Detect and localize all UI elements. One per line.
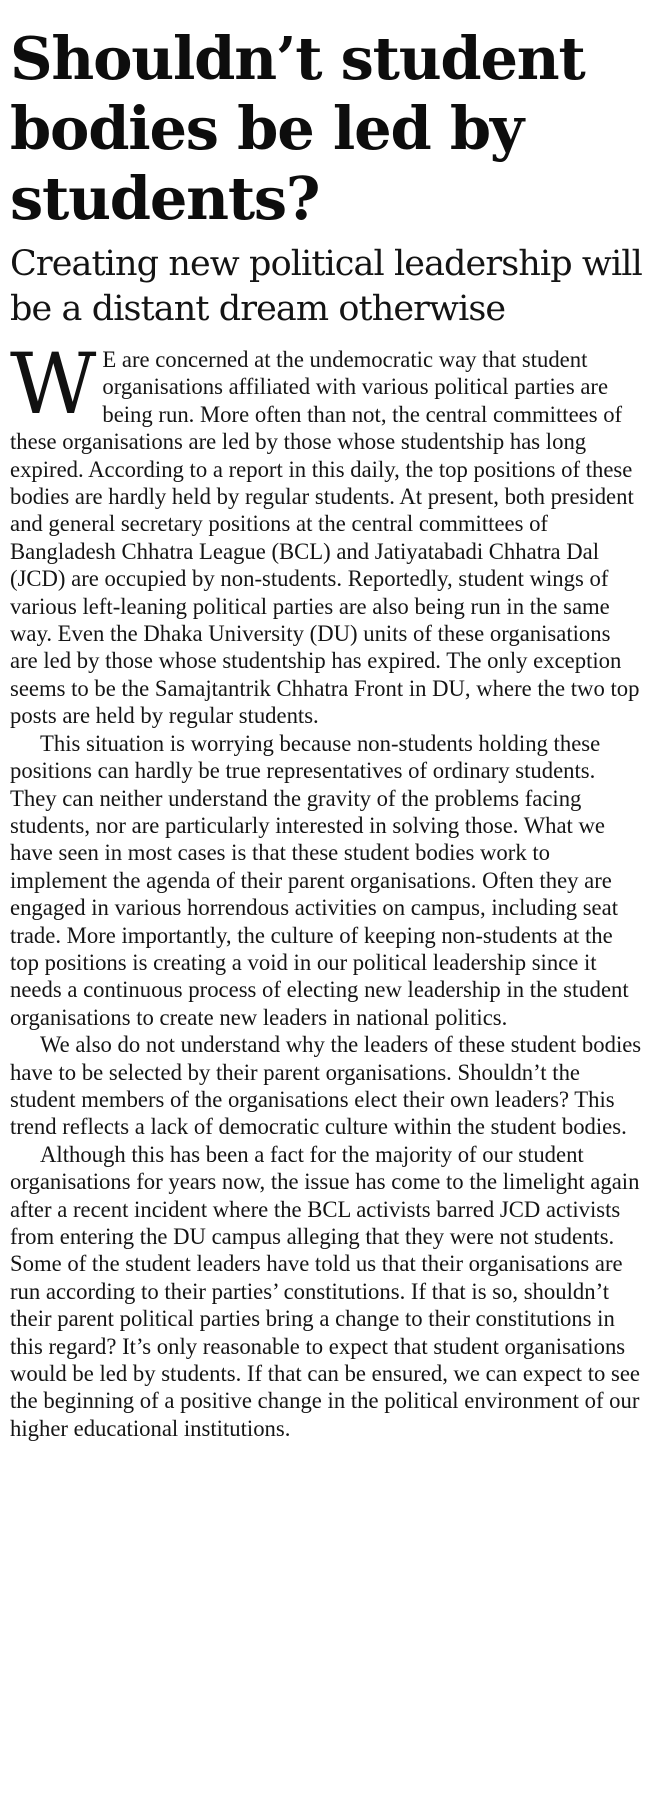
paragraph-2: This situation is worrying because non-students holding these positions can hardly be true representatives of ordinary students. They can neither understand the gravity of the problems facing students, nor are particularly interested in solving those. What we have seen in most cases is that these student bodies work to implement the agenda of their parent organisations. Often they are engaged in various horrendous activities on campus, including seat trade. More importantly, the culture of keeping non-students at the top positions is creating a void in our political leadership since it needs a continuous process of electing new leadership in the student organisations to create new leaders in national politics. — [10, 730, 629, 1030]
drop-cap: W — [10, 335, 97, 433]
headline: Shouldn’t student bodies be led by students? — [10, 24, 585, 233]
article-body — [10, 335, 643, 1442]
paragraph-3: We also do not understand why the leaders of these student bodies have to be selected by their parent organisations. Shouldn’t the student members of the organisations elect their own leaders? This trend reflects a lack of democratic culture within the student bodies. — [10, 1032, 642, 1140]
paragraph-4: Although this has been a fact for the majority of our student organisations for years now, the issue has come to the limelight again after a recent incident where the BCL activists barred JCD activists from entering the DU campus alleging that they were not students. Some of the student leaders have told us that their organisations are run according to their parties’ constitutions. If that is so, shouldn’t their parent political parties bring a change to their constitutions in this regard? It’s only reasonable to expect that student organisations would be led by students. If that can be ensured, we can expect to see the beginning of a positive change in the political environment of our higher educational institutions. — [10, 1141, 640, 1441]
paragraph-1 — [10, 335, 643, 730]
paragraph-1-text: E are concerned at the undemocratic way that student organisations affiliated with various political parties are being run. More often than not, the central committees of these organisations are led by those whose studentship has long expired. According to a report in this daily, the top positions of these bodies are hardly held by regular students. At present, both president and general secretary positions at the central committees of Bangladesh Chhatra League (BCL) and Jatiyatabadi Chhatra Dal (JCD) are occupied by non-students. Reportedly, student wings of various left-leaning political parties are also being run in the same way. Even the Dhaka University (DU) units of these organisations are led by those whose studentship has expired. The only exception seems to be the Samajtantrik Chhatra Front in DU, where the two top posts are held by regular students. — [10, 347, 640, 729]
subheadline: Creating new political leadership will be a distant dream otherwise — [10, 244, 642, 329]
